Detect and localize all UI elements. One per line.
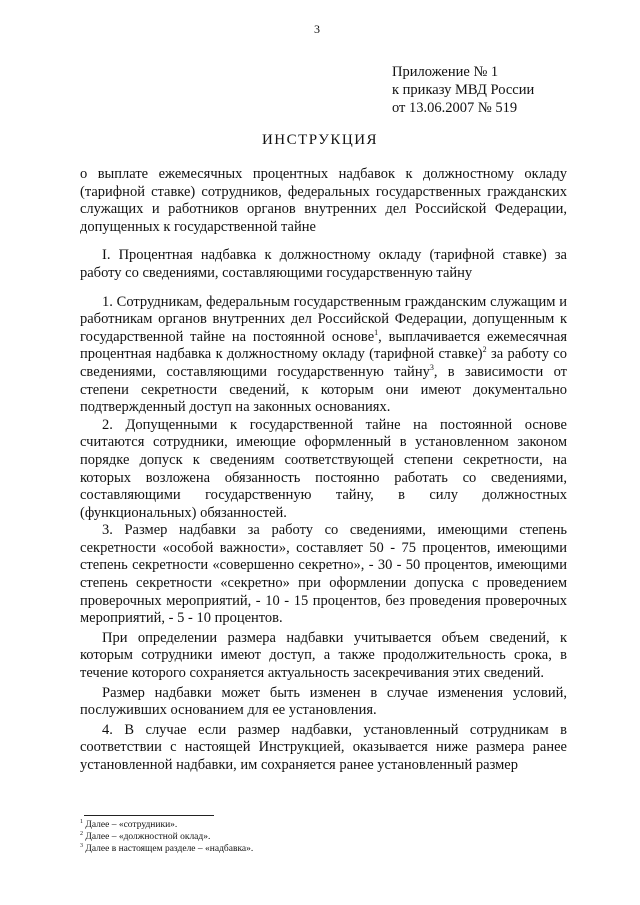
footnote — [80, 843, 253, 855]
page-number: 3 — [314, 22, 320, 36]
footnote-number: 1 — [80, 818, 83, 825]
footnote-ref: 1 — [374, 327, 379, 337]
paragraph-text: 1. Сотрудникам, федеральным государственным гражданским служащим и работникам органов внутренних дел Российской Федерации, допущенным к государственной тайне на постоянной основе — [80, 293, 567, 345]
paragraph-1 — [80, 294, 567, 417]
paragraph-4: При определении размера надбавки учитывается объем сведений, к которым сотрудники имеют доступ, а также продолжительность срока, в течение которого сохраняется актуальность засекречивания этих сведений. — [80, 629, 567, 682]
section-heading: I. Процентная надбавка к должностному окладу (тарифной ставке) за работу со сведениями, составляющими государственную тайну — [80, 247, 567, 281]
footnote-ref: 2 — [482, 345, 487, 355]
footnotes — [80, 819, 253, 855]
footnote-text: Далее в настоящем разделе – «надбавка». — [83, 844, 254, 854]
footnote-divider — [84, 815, 214, 816]
appendix-line: Приложение № 1 — [392, 64, 499, 80]
document-body — [80, 166, 567, 775]
footnote — [80, 819, 253, 831]
paragraph-text: , в зависимости от степени секретности сведений, к которым они имеют документально подтвержденный доступ на законных основаниях. — [80, 363, 568, 416]
paragraph-2: 2. Допущенными к государственной тайне на постоянной основе считаются сотрудники, имеющие оформленный в установленном законом порядке допуск к сведениям соответствующей степени секретности, на которых возложена обязанность постоянно работать со сведениями, составляющими государственную тайну, в силу должностных (функциональных) обязанностей. — [80, 416, 567, 521]
appendix-line: к приказу МВД России — [392, 82, 535, 98]
document-subtitle: о выплате ежемесячных процентных надбавок к должностному окладу (тарифной ставке) сотрудников, федеральных государственных гражданских служащих и работников органов внутренних дел Российской Федерации, допущенных к государственной тайне — [80, 166, 567, 235]
footnote — [80, 831, 253, 843]
paragraph-3: 3. Размер надбавки за работу со сведениями, имеющими степень секретности «особой важности», составляет 50 - 75 процентов, имеющими степень секретности «совершенно секретно», - 30 - 50 процентов, имеющими степень секретности «секретно» при оформлении допуска с проведением проверочных мероприятий, - 10 - 15 процентов, без проведения проверочных мероприятий, - 5 - 10 процентов. — [80, 522, 567, 627]
document-title: ИНСТРУКЦИЯ — [261, 132, 379, 148]
appendix-line: от 13.06.2007 № 519 — [392, 100, 518, 116]
footnote-number: 2 — [80, 830, 83, 837]
appendix-reference — [392, 63, 534, 117]
paragraph-text: , выплачивается ежемесячная процентная надбавка к должностному окладу (тарифной ставке) — [80, 328, 567, 363]
paragraph-6: 4. В случае если размер надбавки, установленный сотрудникам в соответствии с настоящей Инструкцией, оказывается ниже размера ранее установленной надбавки, им сохраняется ранее установленный размер — [80, 721, 567, 773]
paragraph-text: за работу со сведениями, составляющими государственную тайну — [80, 346, 567, 380]
footnote-ref: 3 — [429, 363, 434, 373]
footnote-text: Далее – «сотрудники». — [83, 820, 178, 830]
paragraph-5: Размер надбавки может быть изменен в случае изменения условий, послуживших основанием для ее установления. — [80, 684, 567, 719]
footnote-text: Далее – «должностной оклад». — [83, 832, 211, 842]
footnote-number: 3 — [80, 842, 83, 849]
